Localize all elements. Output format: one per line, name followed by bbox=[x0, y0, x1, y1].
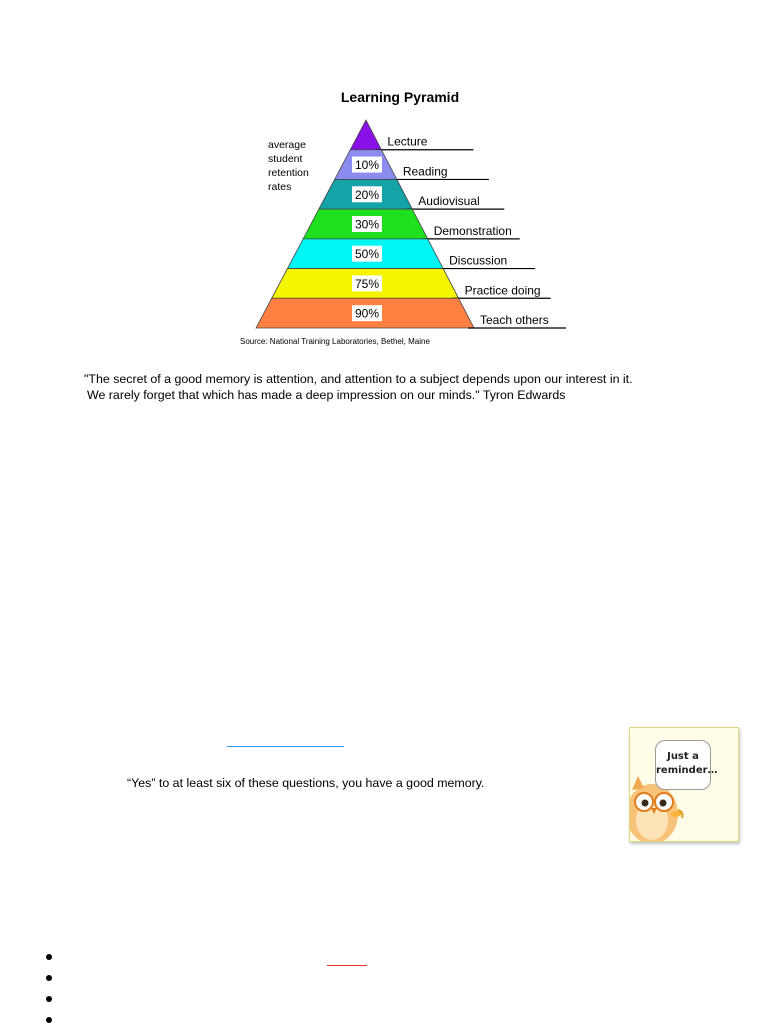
side-label-line: average bbox=[268, 139, 306, 151]
learning-pyramid-diagram bbox=[236, 82, 576, 352]
link-underline bbox=[227, 746, 344, 747]
bullet-list bbox=[46, 950, 54, 1034]
reminder-line-2: reminder… bbox=[656, 765, 718, 776]
level-label: Discussion bbox=[449, 253, 508, 268]
yes-questions-text: “Yes” to at least six of these questions, you have a good memory. bbox=[127, 776, 485, 790]
side-label-line: retention bbox=[268, 167, 309, 179]
side-label-line: rates bbox=[268, 181, 292, 193]
level-label: Reading bbox=[402, 164, 448, 179]
quote-block bbox=[84, 371, 704, 403]
percent-label: 10% bbox=[354, 158, 380, 173]
percent-label: 20% bbox=[354, 187, 380, 202]
percent-label: 90% bbox=[354, 306, 380, 321]
side-label-line: student bbox=[268, 153, 303, 165]
percent-label: 30% bbox=[354, 217, 380, 232]
pyramid-source: Source: National Training Laboratories, Bethel, Maine bbox=[240, 337, 430, 346]
quote-line-2: We rarely forget that which has made a deep impression on our minds." Tyron Edwards bbox=[87, 388, 566, 402]
list-item bbox=[46, 992, 54, 1013]
learning-pyramid-figure bbox=[236, 82, 576, 352]
percent-label: 75% bbox=[354, 276, 380, 291]
red-underline bbox=[327, 965, 367, 966]
level-label: Audiovisual bbox=[418, 194, 480, 209]
level-label: Demonstration bbox=[433, 223, 512, 238]
speech-bubble bbox=[655, 740, 718, 790]
level-label: Teach others bbox=[480, 313, 549, 327]
reminder-line-1: Just a bbox=[667, 751, 699, 762]
list-item bbox=[46, 950, 54, 971]
list-item bbox=[46, 971, 54, 992]
percent-label: 50% bbox=[354, 247, 380, 262]
level-label: Lecture bbox=[387, 134, 428, 149]
level-label: Practice doing bbox=[464, 283, 541, 298]
quote-line-1: "The secret of a good memory is attention, and attention to a subject depends upon our interest in it. bbox=[84, 372, 633, 386]
reminder-image bbox=[629, 727, 739, 842]
pyramid-title: Learning Pyramid bbox=[340, 89, 460, 105]
pyramid-level bbox=[350, 120, 381, 150]
